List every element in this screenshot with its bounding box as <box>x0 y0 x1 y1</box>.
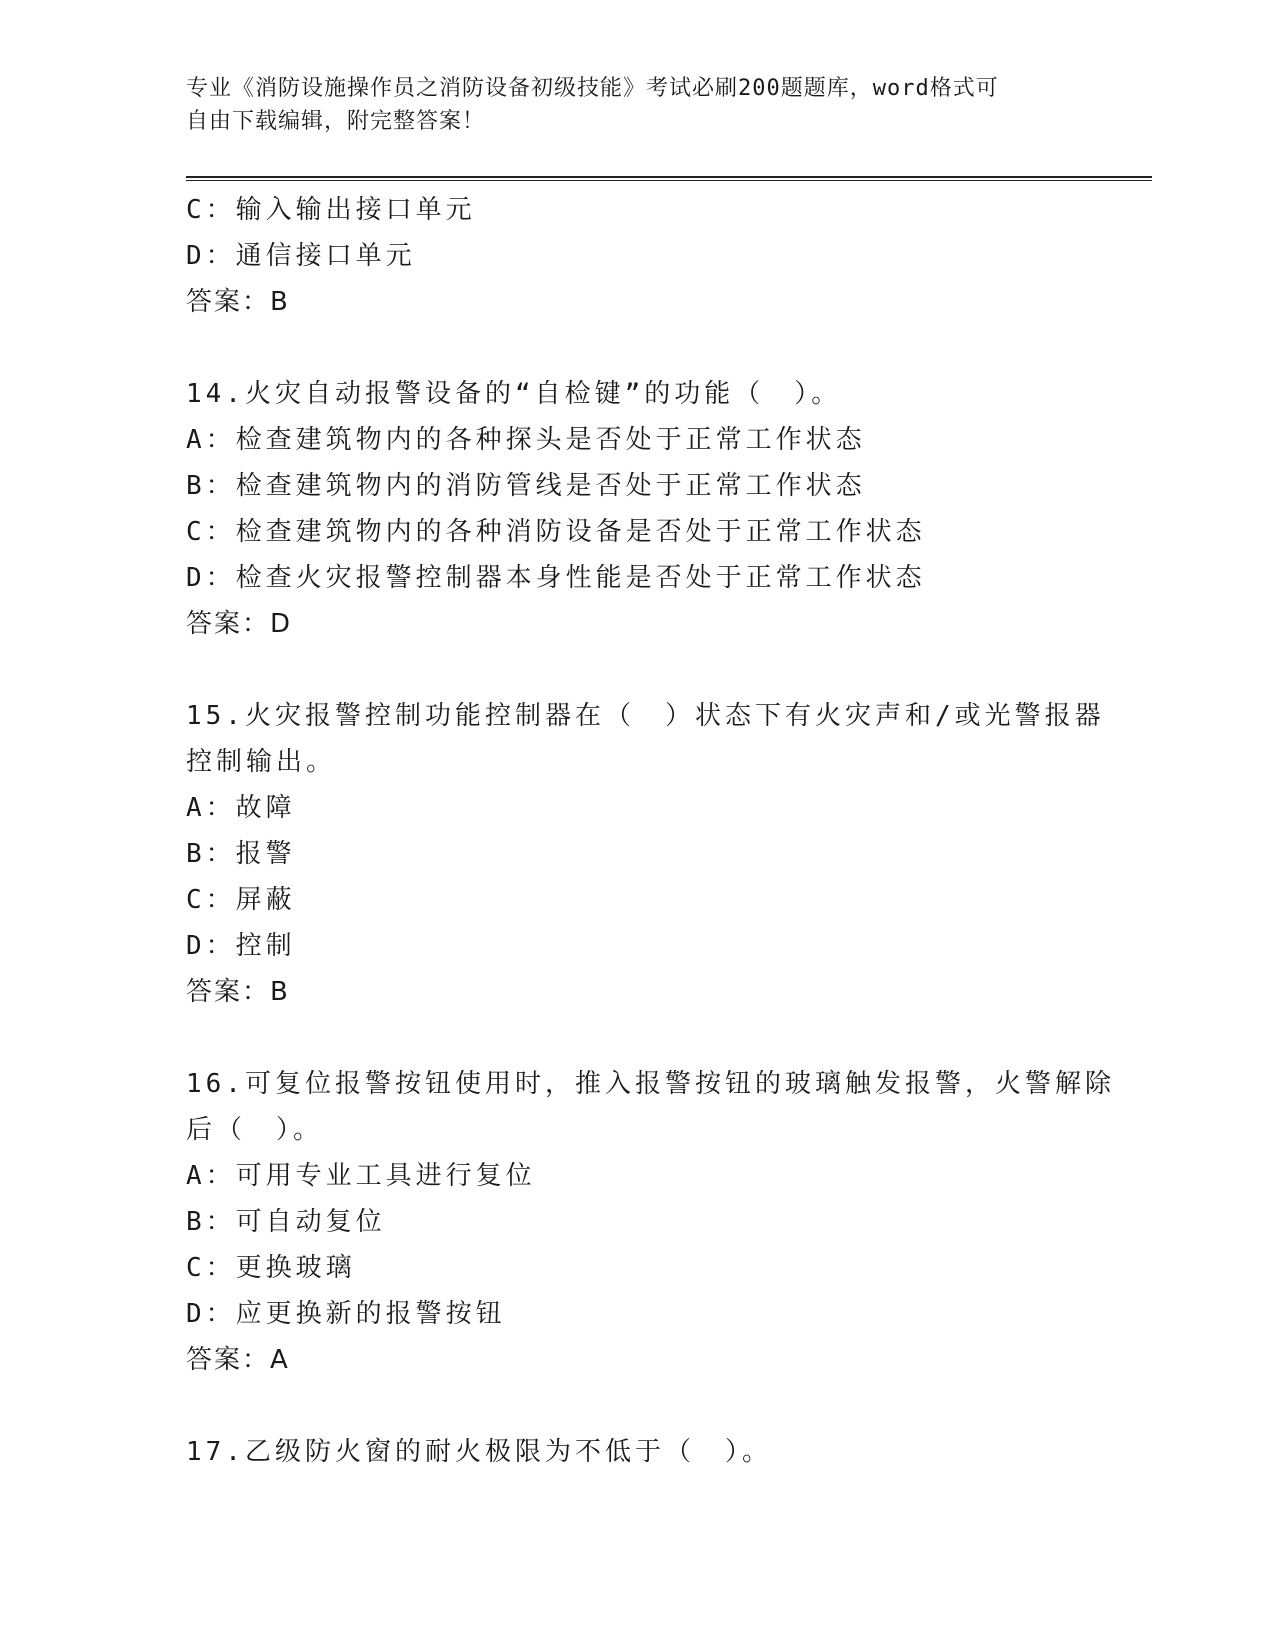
question-text: 14.火灾自动报警设备的“自检键”的功能（ ）。 <box>186 379 842 409</box>
answer-line: 答案：A <box>186 1345 290 1375</box>
question-text: 16.可复位报警按钮使用时，推入报警按钮的玻璃触发报警，火警解除 <box>186 1069 1115 1099</box>
question-text-continued: 控制输出。 <box>186 747 337 777</box>
option-c: C：更换玻璃 <box>186 1253 356 1283</box>
question-text: 15.火灾报警控制功能控制器在（ ）状态下有火灾声和/或光警报器 <box>186 701 1105 731</box>
spacer <box>186 325 1146 371</box>
question-text-continued: 后（ ）。 <box>186 1115 324 1145</box>
answer-line: 答案：B <box>186 287 290 317</box>
option-c: C：检查建筑物内的各种消防设备是否处于正常工作状态 <box>186 517 926 547</box>
spacer <box>186 647 1146 693</box>
header-line-1: 专业《消防设施操作员之消防设备初级技能》考试必刷200题题库，word格式可 <box>186 76 999 101</box>
question-text: 17.乙级防火窗的耐火极限为不低于（ ）。 <box>186 1437 772 1467</box>
option-c: C：输入输出接口单元 <box>186 195 476 225</box>
answer-line: 答案：D <box>186 609 293 639</box>
question-15 <box>186 693 1146 1015</box>
question-17 <box>186 1429 1146 1475</box>
page-header <box>186 72 1066 138</box>
header-line-2: 自由下载编辑，附完整答案！ <box>186 109 486 134</box>
spacer <box>186 1015 1146 1061</box>
option-b: B：检查建筑物内的消防管线是否处于正常工作状态 <box>186 471 866 501</box>
header-divider <box>186 176 1152 181</box>
option-d: D：控制 <box>186 931 296 961</box>
answer-line: 答案：B <box>186 977 290 1007</box>
option-d: D：通信接口单元 <box>186 241 416 271</box>
question-list <box>186 187 1146 1475</box>
option-b: B：可自动复位 <box>186 1207 386 1237</box>
option-d: D：应更换新的报警按钮 <box>186 1299 506 1329</box>
option-a: A：故障 <box>186 793 296 823</box>
option-a: A：检查建筑物内的各种探头是否处于正常工作状态 <box>186 425 866 455</box>
question-16 <box>186 1061 1146 1383</box>
question-14 <box>186 371 1146 647</box>
carryover-block <box>186 187 1146 325</box>
option-a: A：可用专业工具进行复位 <box>186 1161 536 1191</box>
option-b: B：报警 <box>186 839 296 869</box>
spacer <box>186 1383 1146 1429</box>
option-c: C：屏蔽 <box>186 885 296 915</box>
option-d: D：检查火灾报警控制器本身性能是否处于正常工作状态 <box>186 563 926 593</box>
